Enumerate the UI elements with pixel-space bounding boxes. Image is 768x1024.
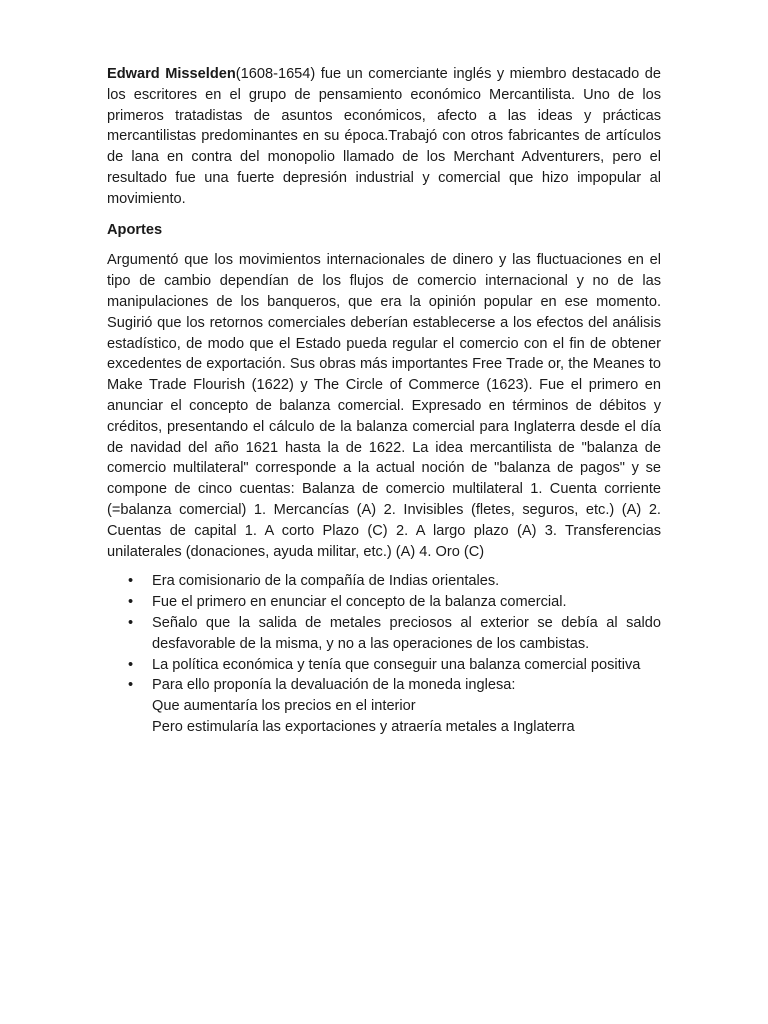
- list-item-text: La política económica y tenía que conseguir una balanza comercial positiva: [152, 656, 641, 673]
- aportes-paragraph: Argumentó que los movimientos internacionales de dinero y las fluctuaciones en el tipo de cambio dependían de los flujos de comercio internacional y no de las manipulaciones de los banqueros, que era la opinión popular en ese momento. Sugirió que los retornos comerciales deberían establecerse a los efectos del análisis estadístico, de modo que el Estado pueda regular el comercio con el fin de obtener excedentes de exportación. Sus obras más importantes Free Trade or, the Meanes to Make Trade Flourish (1622) y The Circle of Commerce (1623). Fue el primero en anunciar el concepto de balanza comercial. Expresado en términos de débitos y créditos, presentando el cálculo de la balanza comercial para Inglaterra desde el día de navidad del año 1621 hasta la de 1622. La idea mercantilista de "balanza de comercio multilateral" corresponde a la actual noción de "balanza de pagos" y se compone de cinco cuentas: Balanza de comercio multilateral 1. Cuenta corriente (=balanza comercial) 1. Mercancías (A) 2. Invisibles (fletes, seguros, etc.) (A) 2. Cuentas de capital 1. A corto Plazo (C) 2. A largo plazo (A) 3. Transferencias unilaterales (donaciones, ayuda militar, etc.) (A) 4. Oro (C): [107, 252, 661, 560]
- author-name: Edward Misselden: [107, 66, 236, 82]
- list-item: [107, 675, 661, 737]
- intro-paragraph: [107, 64, 661, 210]
- intro-text: (1608-1654) fue un comerciante inglés y miembro destacado de los escritores en el grupo de pensamiento económico Mercantilista. Uno de los primeros tratadistas de asuntos económicos, afecto a las ideas y prácticas mercantilistas predominantes en su época.Trabajó con otros fabricantes de artículos de lana en contra del monopolio llamado de los Merchant Adventurers, pero el resultado fue una fuerte depresión industrial y comercial que hizo impopular al movimiento.: [107, 66, 661, 207]
- list-item-subline: Pero estimularía las exportaciones y atraería metales a Inglaterra: [152, 718, 575, 735]
- bullet-icon: •: [128, 573, 134, 590]
- list-item: [107, 592, 661, 613]
- list-item: [107, 571, 661, 592]
- list-item-text: Para ello proponía la devaluación de la moneda inglesa:: [152, 677, 516, 694]
- list-item: [107, 613, 661, 655]
- list-item-text: Señalo que la salida de metales preciosos al exterior se debía al saldo desfavorable de la misma, y no a las operaciones de los cambistas.: [152, 614, 661, 652]
- section-heading: Aportes: [107, 221, 163, 238]
- bullet-icon: •: [128, 614, 134, 631]
- document-page: [107, 64, 661, 738]
- list-item: [107, 655, 661, 676]
- bullet-icon: •: [128, 677, 134, 694]
- list-item-subline: Que aumentaría los precios en el interior: [152, 698, 416, 715]
- bullet-list: [107, 571, 661, 737]
- bullet-icon: •: [128, 656, 134, 673]
- list-item-text: Fue el primero en enunciar el concepto de la balanza comercial.: [152, 594, 567, 611]
- bullet-icon: •: [128, 594, 134, 611]
- list-item-text: Era comisionario de la compañía de Indias orientales.: [152, 573, 500, 590]
